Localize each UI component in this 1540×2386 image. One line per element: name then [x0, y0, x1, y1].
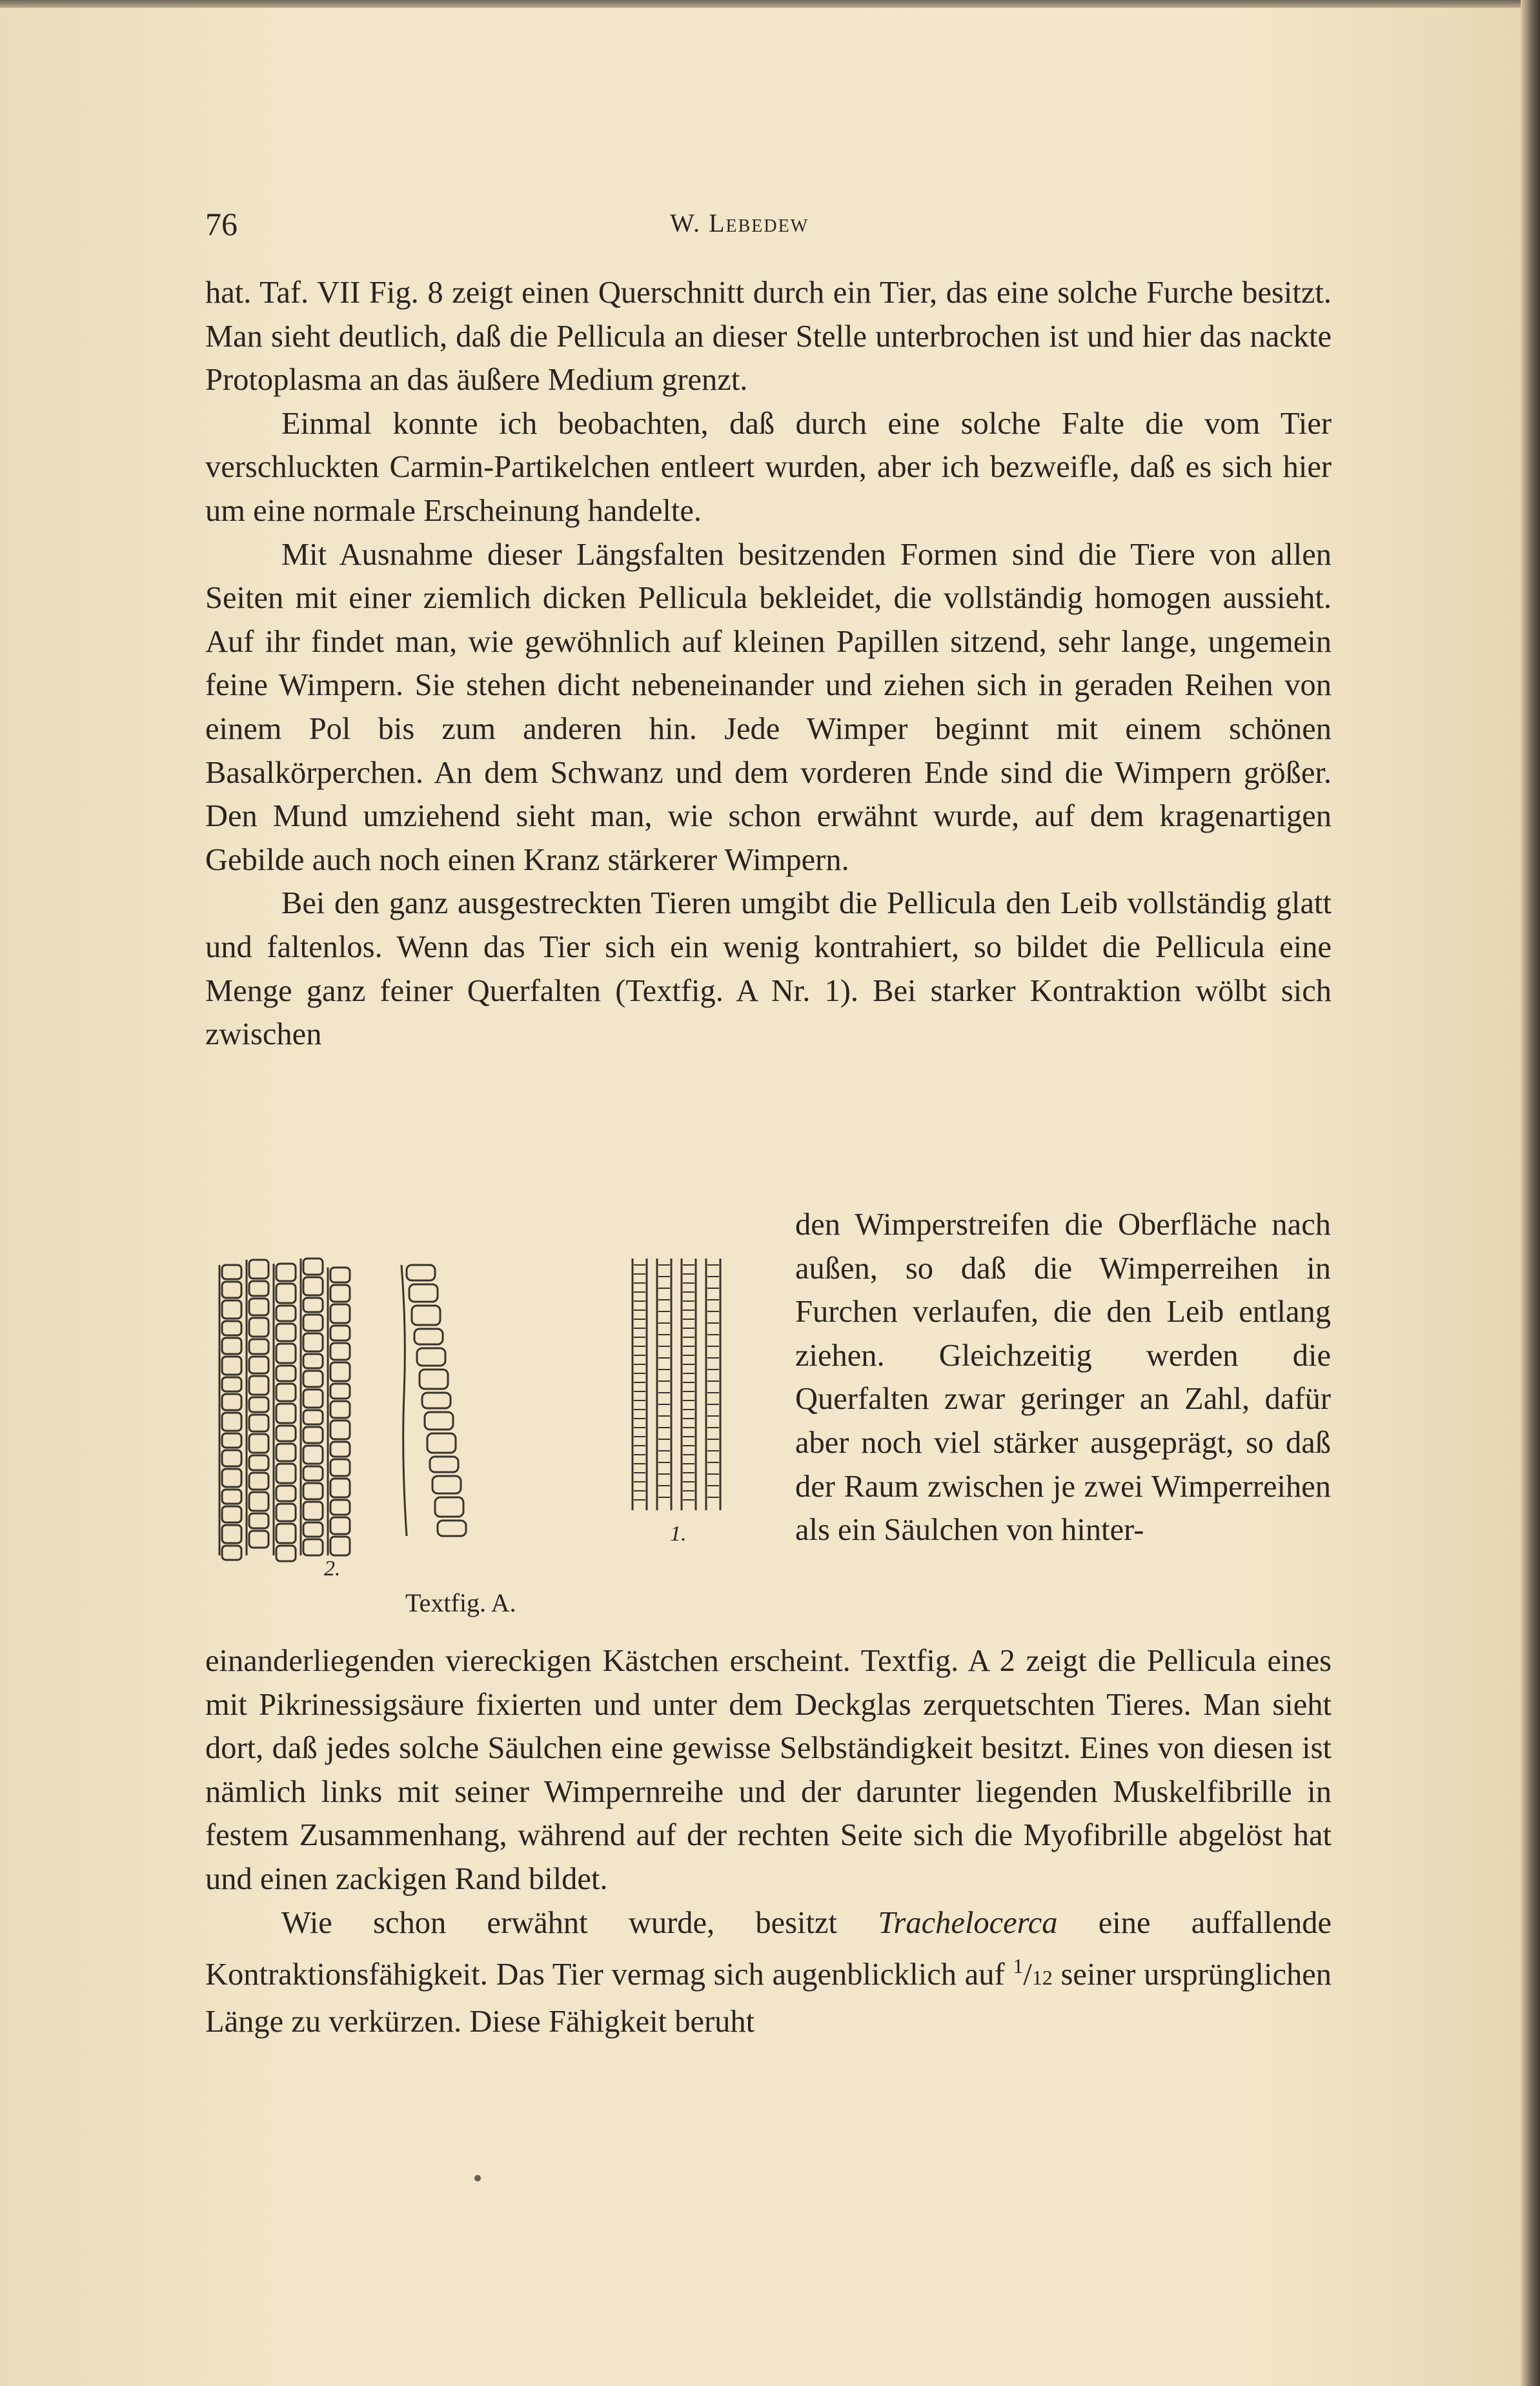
- fraction-slash: /: [1023, 1957, 1032, 1992]
- text-figure-a: [213, 1252, 775, 1639]
- print-speck: [474, 2175, 481, 2181]
- page-number: 76: [205, 206, 238, 242]
- figure-drawing: [213, 1252, 775, 1588]
- fraction-denominator: 12: [1031, 1966, 1053, 1990]
- figure-part-2-pellicula-columns: [219, 1259, 466, 1561]
- running-head: W. Lebedew: [670, 208, 809, 238]
- genus-name: Trachelocerca: [878, 1905, 1058, 1940]
- page-header: [205, 205, 1328, 257]
- paragraph-5-part-b: eine auffallende Kontraktionsfähigkeit. Das Tier vermag sich augenblicklich auf: [205, 1905, 1332, 1992]
- body-text-bottom: [205, 1639, 1332, 2043]
- figure-caption: Textfig. A.: [405, 1588, 516, 1617]
- figure-label-2: 2.: [324, 1557, 341, 1581]
- paragraph-5-part-a: Wie schon erwähnt wurde, besitzt: [281, 1905, 878, 1940]
- paragraph-4: Bei den ganz ausgestreckten Tieren umgibt die Pellicula den Leib vollständig glatt und faltenlos. Wenn das Tier sich ein wenig kontrahiert, so bildet die Pellicula eine Menge ganz feiner Querfalten (Textfig. A Nr. 1). Bei starker Kontraktion wölbt sich zwischen: [205, 886, 1332, 1052]
- paragraph-4-continued: den Wimperstreifen die Oberfläche nach außen, so daß die Wimperreihen in Furchen verlaufen, die den Leib entlang ziehen. Gleichzeitig werden die Querfalten zwar geringer an Zahl, dafür aber noch viel stärker ausgeprägt, so daß der Raum zwischen je zwei Wimperreihen als ein Säulchen von hinter-: [795, 1208, 1331, 1548]
- paragraph-5: [205, 1901, 1332, 2044]
- figure-label-1: 1.: [670, 1522, 687, 1546]
- paragraph-2: Einmal konnte ich beobachten, daß durch eine solche Falte die vom Tier verschluckten Carmin-Partikelchen entleert wurden, aber ich bezweifle, daß es sich hier um eine normale Erscheinung handelte.: [205, 406, 1332, 528]
- figure-part-1-transverse-folds: [633, 1259, 720, 1510]
- body-text-beside-figure: [795, 1203, 1331, 1552]
- paragraph-1: hat. Taf. VII Fig. 8 zeigt einen Querschnitt durch ein Tier, das eine solche Furche besitzt. Man sieht deutlich, daß die Pellicula an dieser Stelle unterbrochen ist und hier das nackte Protoplasma an das äußere Medium grenzt.: [205, 276, 1332, 398]
- body-text-top: [205, 271, 1332, 1057]
- page-binding-edge: [1521, 0, 1540, 2386]
- page-top-edge: [0, 0, 1540, 8]
- fraction-numerator: 1: [1013, 1954, 1024, 1978]
- paragraph-3: Mit Ausnahme dieser Längsfalten besitzenden Formen sind die Tiere von allen Seiten mit einer ziemlich dicken Pellicula bekleidet, die vollständig homogen aussieht. Auf ihr findet man, wie gewöhnlich auf kleinen Papillen sitzend, sehr lange, ungemein feine Wimpern. Sie stehen dicht nebeneinander und ziehen sich in geraden Reihen von einem Pol bis zum anderen hin. Jede Wimper beginnt mit einem schönen Basalkörperchen. An dem Schwanz und dem vorderen Ende sind die Wimpern größer. Den Mund umziehend sieht man, wie schon erwähnt wurde, auf dem kragenartigen Gebilde auch noch einen Kranz stärkerer Wimpern.: [205, 537, 1332, 877]
- paragraph-5-part-c: seiner ursprünglichen Länge zu verkürzen. Diese Fähigkeit beruht: [205, 1957, 1332, 2039]
- paragraph-4-end: einanderliegenden viereckigen Kästchen erscheint. Textfig. A 2 zeigt die Pellicula eines mit Pikrinessigsäure fixierten und unter dem Deckglas zerquetschten Tieres. Man sieht dort, daß jedes solche Säulchen eine gewisse Selbständigkeit besitzt. Eines von diesen ist nämlich links mit seiner Wimpernreihe und der darunter liegenden Muskelfibrille in festem Zusammenhang, während auf der rechten Seite sich die Myofibrille abgelöst hat und einen zackigen Rand bildet.: [205, 1644, 1332, 1896]
